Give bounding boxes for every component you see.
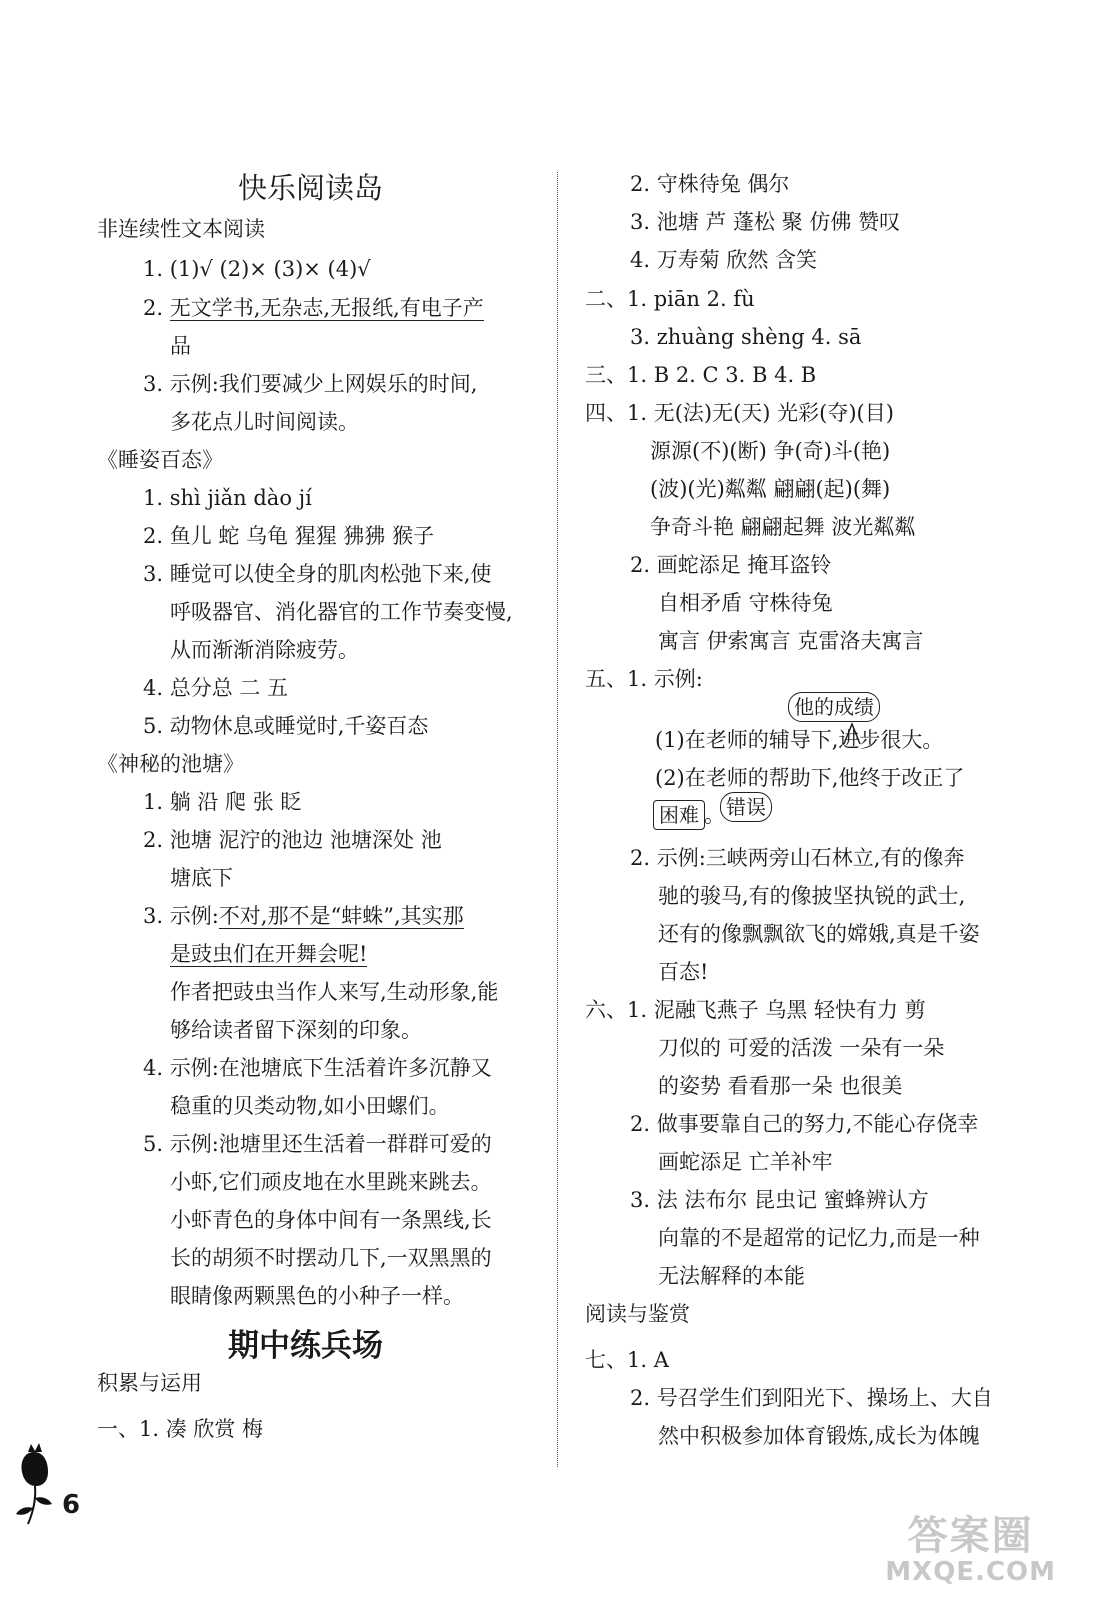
answer-line: 3. zhuàng shèng 4. sā bbox=[630, 325, 862, 349]
answer-line: 2. 示例:三峡两旁山石林立,有的像奔 bbox=[630, 846, 965, 870]
answer-line: 2. 守株待兔 偶尔 bbox=[630, 172, 790, 196]
answer-line: 三、1. B 2. C 3. B 4. B bbox=[585, 363, 817, 387]
answer-line: 4. 万寿菊 欣然 含笑 bbox=[630, 248, 818, 272]
answer-line: (波)(光)粼粼 翩翩(起)(舞) bbox=[650, 477, 891, 501]
answer-line: 向靠的不是超常的记忆力,而是一种 bbox=[658, 1226, 980, 1250]
answer-line: 画蛇添足 亡羊补牢 bbox=[658, 1150, 833, 1174]
underlined-answer: 无文学书,无杂志,无报纸,有电子产 bbox=[169, 296, 484, 320]
answer-line: 多花点儿时间阅读。 bbox=[170, 410, 359, 434]
answer-line: 5. 动物休息或睡觉时,千姿百态 bbox=[143, 714, 429, 738]
answer-line: 2. 号召学生们到阳光下、操场上、大自 bbox=[630, 1386, 993, 1410]
answer-line: 3. 池塘 芦 蓬松 聚 仿佛 赞叹 bbox=[630, 210, 901, 234]
answer-line: 2. 池塘 泥泞的池边 池塘深处 池 bbox=[143, 828, 442, 852]
answer-prefix: 3. 示例: bbox=[143, 904, 219, 928]
answer-line: 刀似的 可爱的活泼 一朵有一朵 bbox=[658, 1036, 945, 1060]
answer-line: 五、1. 示例: bbox=[585, 667, 703, 691]
answer-line: 2. 画蛇添足 掩耳盗铃 bbox=[630, 553, 832, 577]
section-heading-accumulation: 积累与运用 bbox=[97, 1371, 202, 1395]
answer-line: 一、1. 凑 欣赏 梅 bbox=[97, 1417, 264, 1441]
answer-line: 四、1. 无(法)无(天) 光彩(夺)(目) bbox=[585, 401, 894, 425]
answer-number: 2. bbox=[143, 296, 170, 320]
watermark-url: MXQE.COM bbox=[885, 1557, 1056, 1587]
answer-line: 作者把豉虫当作人来写,生动形象,能 bbox=[170, 980, 499, 1004]
answer-line: 2. 做事要靠自己的努力,不能心存侥幸 bbox=[630, 1112, 979, 1136]
answer-line: 源源(不)(断) 争(奇)斗(艳) bbox=[650, 439, 891, 463]
section-heading-reading: 阅读与鉴赏 bbox=[585, 1302, 690, 1326]
column-divider bbox=[557, 172, 558, 1467]
answer-line: 4. 示例:在池塘底下生活着许多沉静又 bbox=[143, 1056, 492, 1080]
answer-line: 驰的骏马,有的像披坚执锐的武士, bbox=[658, 884, 966, 908]
answer-line: 的姿势 看看那一朵 也很美 bbox=[658, 1074, 903, 1098]
answer-line: 2. 鱼儿 蛇 乌龟 猩猩 狒狒 猴子 bbox=[143, 524, 435, 548]
answer-line: 3. 睡觉可以使全身的肌肉松弛下来,使 bbox=[143, 562, 492, 586]
answer-line: 七、1. A bbox=[585, 1348, 669, 1372]
answer-line: 1. (1)√ (2)× (3)× (4)√ bbox=[143, 257, 371, 281]
answer-line: 六、1. 泥融飞燕子 乌黑 轻快有力 剪 bbox=[585, 998, 926, 1022]
answer-line: 争奇斗艳 翩翩起舞 波光粼粼 bbox=[650, 515, 916, 539]
answer-line: 长的胡须不时摆动几下,一双黑黑的 bbox=[170, 1246, 492, 1270]
answer-line: 小虾青色的身体中间有一条黑线,长 bbox=[170, 1208, 492, 1232]
answer-line: 小虾,它们顽皮地在水里跳来跳去。 bbox=[170, 1170, 492, 1194]
answer-line: 够给读者留下深刻的印象。 bbox=[170, 1018, 422, 1042]
underlined-answer: 不对,那不是“蚌蛛”,其实那 bbox=[218, 904, 464, 928]
period-mark: 。 bbox=[704, 803, 725, 827]
answer-line bbox=[143, 901, 464, 931]
answer-line: 自相矛盾 守株待兔 bbox=[658, 591, 833, 615]
answer-line: (1)在老师的辅导下,进步很大。 bbox=[655, 728, 944, 752]
answer-line: 从而渐渐消除疲劳。 bbox=[170, 638, 359, 662]
answer-line bbox=[170, 939, 367, 969]
answer-line: 4. 总分总 二 五 bbox=[143, 676, 289, 700]
circled-word: 困难 bbox=[653, 800, 705, 830]
answer-line: 百态! bbox=[658, 960, 709, 984]
answer-line: 二、1. piān 2. fù bbox=[585, 287, 755, 311]
section-heading-nonlinear: 非连续性文本阅读 bbox=[97, 217, 265, 241]
answer-line: 5. 示例:池塘里还生活着一群群可爱的 bbox=[143, 1132, 492, 1156]
answer-line: 寓言 伊索寓言 克雷洛夫寓言 bbox=[658, 629, 924, 653]
section-title-midterm: 期中练兵场 bbox=[228, 1328, 383, 1364]
section-heading-sleep: 《睡姿百态》 bbox=[97, 448, 223, 472]
section-heading-pond: 《神秘的池塘》 bbox=[97, 752, 244, 776]
inserted-correction: 错误 bbox=[720, 792, 772, 822]
answer-line: 3. 示例:我们要减少上网娱乐的时间, bbox=[143, 372, 478, 396]
underlined-answer: 是豉虫们在开舞会呢! bbox=[170, 942, 368, 966]
answer-line: 然中积极参加体育锻炼,成长为体魄 bbox=[658, 1424, 980, 1448]
answer-line bbox=[143, 293, 484, 323]
answer-line: 品 bbox=[170, 334, 191, 358]
page-number: 6 bbox=[62, 1490, 81, 1520]
answer-line: 塘底下 bbox=[170, 866, 233, 890]
answer-line: 还有的像飘飘欲飞的嫦娥,真是千姿 bbox=[658, 922, 980, 946]
answer-line: 1. shì jiǎn dào jí bbox=[143, 486, 312, 510]
section-title-reading-island: 快乐阅读岛 bbox=[238, 171, 384, 205]
answer-line: 无法解释的本能 bbox=[658, 1264, 805, 1288]
flower-icon bbox=[12, 1440, 62, 1530]
answer-line: (2)在老师的帮助下,他终于改正了 bbox=[655, 766, 965, 790]
inserted-correction: 他的成绩 bbox=[788, 692, 880, 722]
watermark-title: 答案圈 bbox=[907, 1513, 1034, 1559]
answer-line: 稳重的贝类动物,如小田螺们。 bbox=[170, 1094, 450, 1118]
answer-line: 呼吸器官、消化器官的工作节奏变慢, bbox=[170, 600, 513, 624]
answer-line: 1. 躺 沿 爬 张 眨 bbox=[143, 790, 302, 814]
answer-line: 眼睛像两颗黑色的小种子一样。 bbox=[170, 1284, 464, 1308]
answer-line: 3. 法 法布尔 昆虫记 蜜蜂辨认方 bbox=[630, 1188, 929, 1212]
watermark bbox=[885, 1514, 1056, 1586]
